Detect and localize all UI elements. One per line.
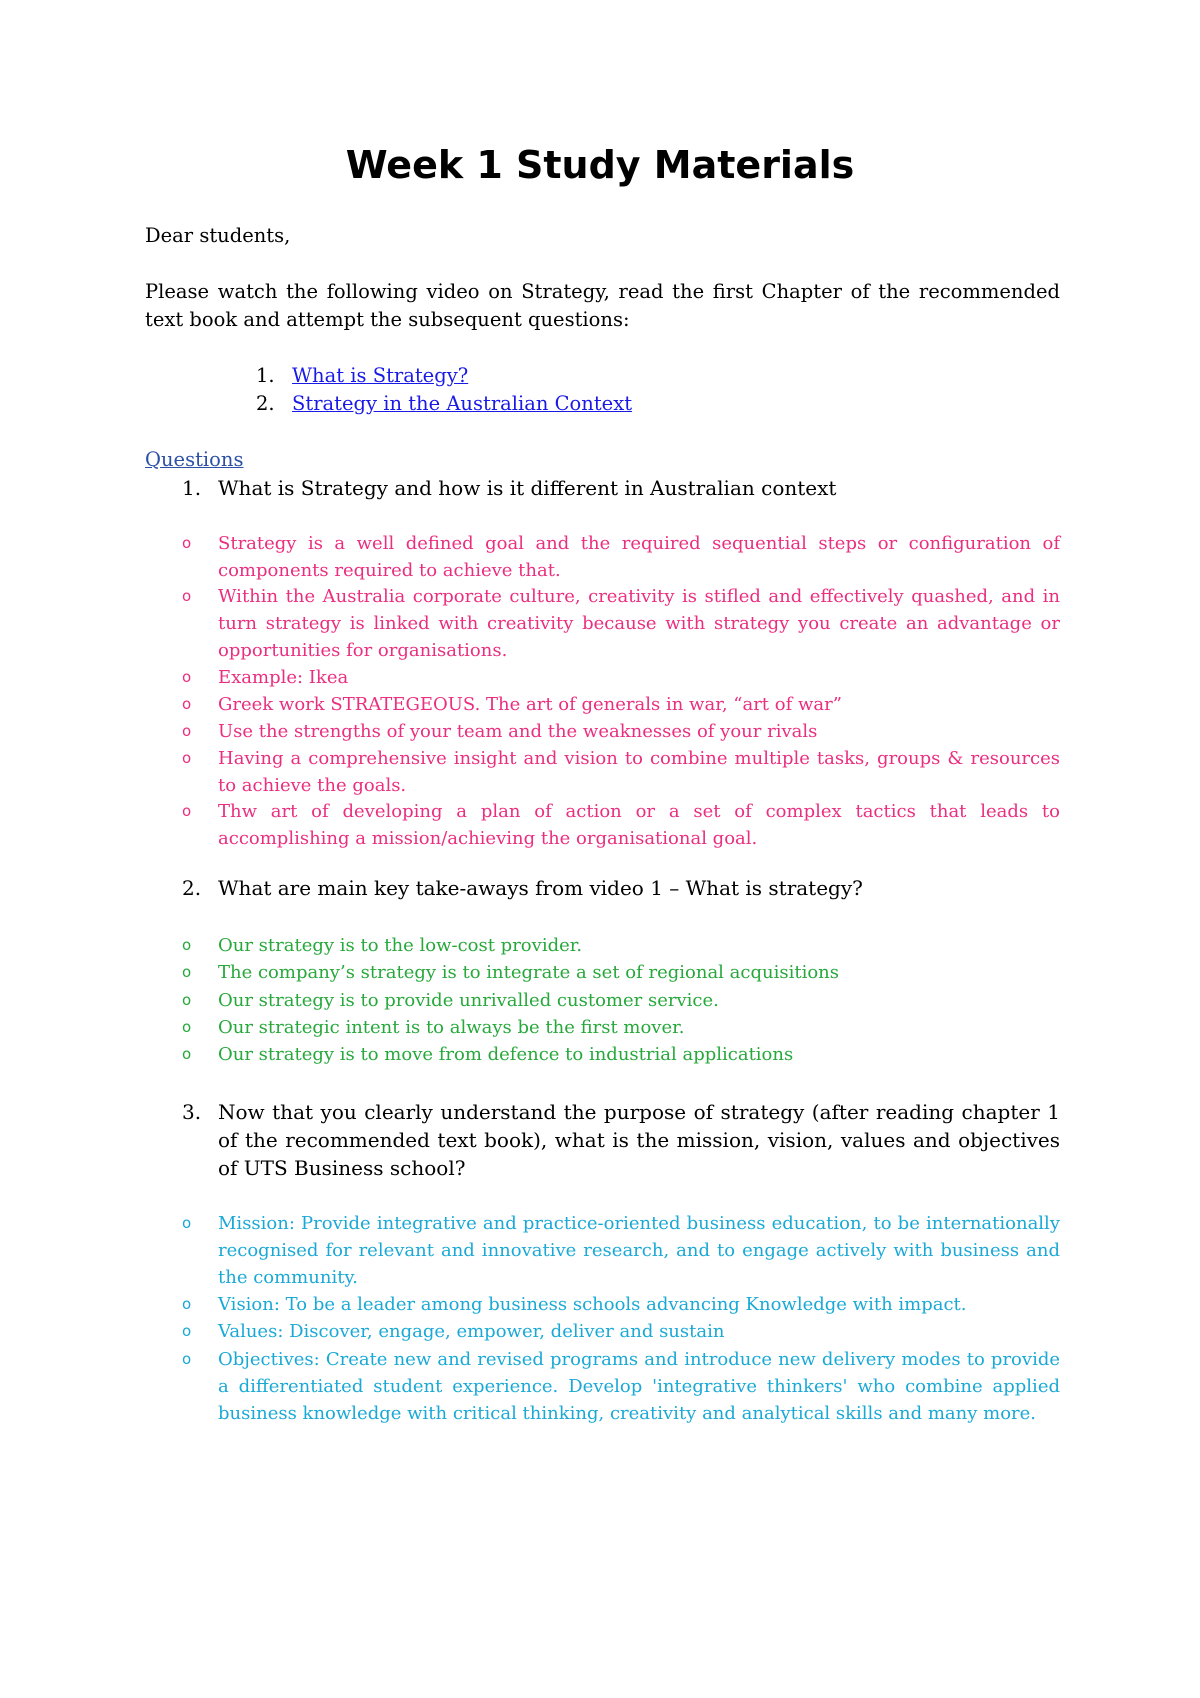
answer-item: Within the Australia corporate culture, creativity is stifled and effectively quashed, and in turn strategy is linked with creativity because with strategy you create an advantage or opportunities for organisations. bbox=[218, 586, 1060, 661]
question-text: What is Strategy and how is it different in Australian context bbox=[218, 476, 837, 500]
page-title: Week 1 Study Materials bbox=[345, 143, 855, 187]
bullet-marker: o bbox=[182, 1322, 192, 1340]
answer-item: Mission: Provide integrative and practice-oriented business education, to be internationally recognised for relevant and innovative research, and to engage actively with business and the community. bbox=[218, 1213, 1060, 1288]
answer-item: Our strategy is to the low-cost provider. bbox=[218, 935, 583, 956]
question-text: Now that you clearly understand the purpose of strategy (after reading chapter 1 of the recommended text book), what is the mission, vision, values and objectives of UTS Business school? bbox=[218, 1100, 1060, 1180]
answer-item: Objectives: Create new and revised programs and introduce new delivery modes to provide a differentiated student experience. Develop 'integrative thinkers' who combine applied business knowledge with critical thinking, creativity and analytical skills and many more. bbox=[218, 1349, 1060, 1424]
bullet-marker: o bbox=[182, 587, 192, 605]
bullet-marker: o bbox=[182, 695, 192, 713]
bullet-marker: o bbox=[182, 1295, 192, 1313]
answer-item: Thw art of developing a plan of action or a set of complex tactics that leads to accomplishing a mission/achieving the organisational goal. bbox=[218, 801, 1060, 849]
bullet-marker: o bbox=[182, 722, 192, 740]
bullet-marker: o bbox=[182, 1018, 192, 1036]
answer-item: Strategy is a well defined goal and the required sequential steps or configuration of components required to achieve that. bbox=[218, 533, 1060, 581]
question-text: What are main key take-aways from video 1 – What is strategy? bbox=[218, 876, 863, 900]
answer-item: Our strategy is to provide unrivalled customer service. bbox=[218, 990, 719, 1011]
video-number: 1. bbox=[256, 364, 275, 387]
bullet-marker: o bbox=[182, 802, 192, 820]
answer-item: Greek work STRATEGEOUS. The art of generals in war, “art of war” bbox=[218, 694, 842, 715]
video-number: 2. bbox=[256, 392, 275, 415]
answer-item: Use the strengths of your team and the weaknesses of your rivals bbox=[218, 721, 818, 742]
question-number: 3. bbox=[182, 1100, 202, 1124]
answer-item: Values: Discover, engage, empower, deliver and sustain bbox=[218, 1321, 725, 1342]
bullet-marker: o bbox=[182, 534, 192, 552]
intro-paragraph: Please watch the following video on Strategy, read the first Chapter of the recommended text book and attempt the subsequent questions: bbox=[145, 280, 1060, 331]
answer-item: Example: Ikea bbox=[218, 667, 349, 688]
answer-item: Having a comprehensive insight and vision to combine multiple tasks, groups & resources to achieve the goals. bbox=[218, 748, 1060, 796]
answer-item: Our strategy is to move from defence to industrial applications bbox=[218, 1044, 794, 1065]
bullet-marker: o bbox=[182, 1045, 192, 1063]
answer-item: The company’s strategy is to integrate a set of regional acquisitions bbox=[218, 962, 839, 983]
bullet-marker: o bbox=[182, 749, 192, 767]
questions-heading: Questions bbox=[145, 448, 244, 471]
video-link-what-is-strategy[interactable]: What is Strategy? bbox=[292, 364, 469, 387]
bullet-marker: o bbox=[182, 1214, 192, 1232]
bullet-marker: o bbox=[182, 963, 192, 981]
greeting: Dear students, bbox=[145, 224, 291, 247]
bullet-marker: o bbox=[182, 936, 192, 954]
bullet-marker: o bbox=[182, 1350, 192, 1368]
bullet-marker: o bbox=[182, 668, 192, 686]
answer-item: Vision: To be a leader among business schools advancing Knowledge with impact. bbox=[218, 1294, 967, 1315]
question-number: 1. bbox=[182, 476, 202, 500]
bullet-marker: o bbox=[182, 991, 192, 1009]
question-number: 2. bbox=[182, 876, 202, 900]
answer-item: Our strategic intent is to always be the first mover. bbox=[218, 1017, 685, 1038]
video-link-australian-context[interactable]: Strategy in the Australian Context bbox=[292, 392, 633, 415]
